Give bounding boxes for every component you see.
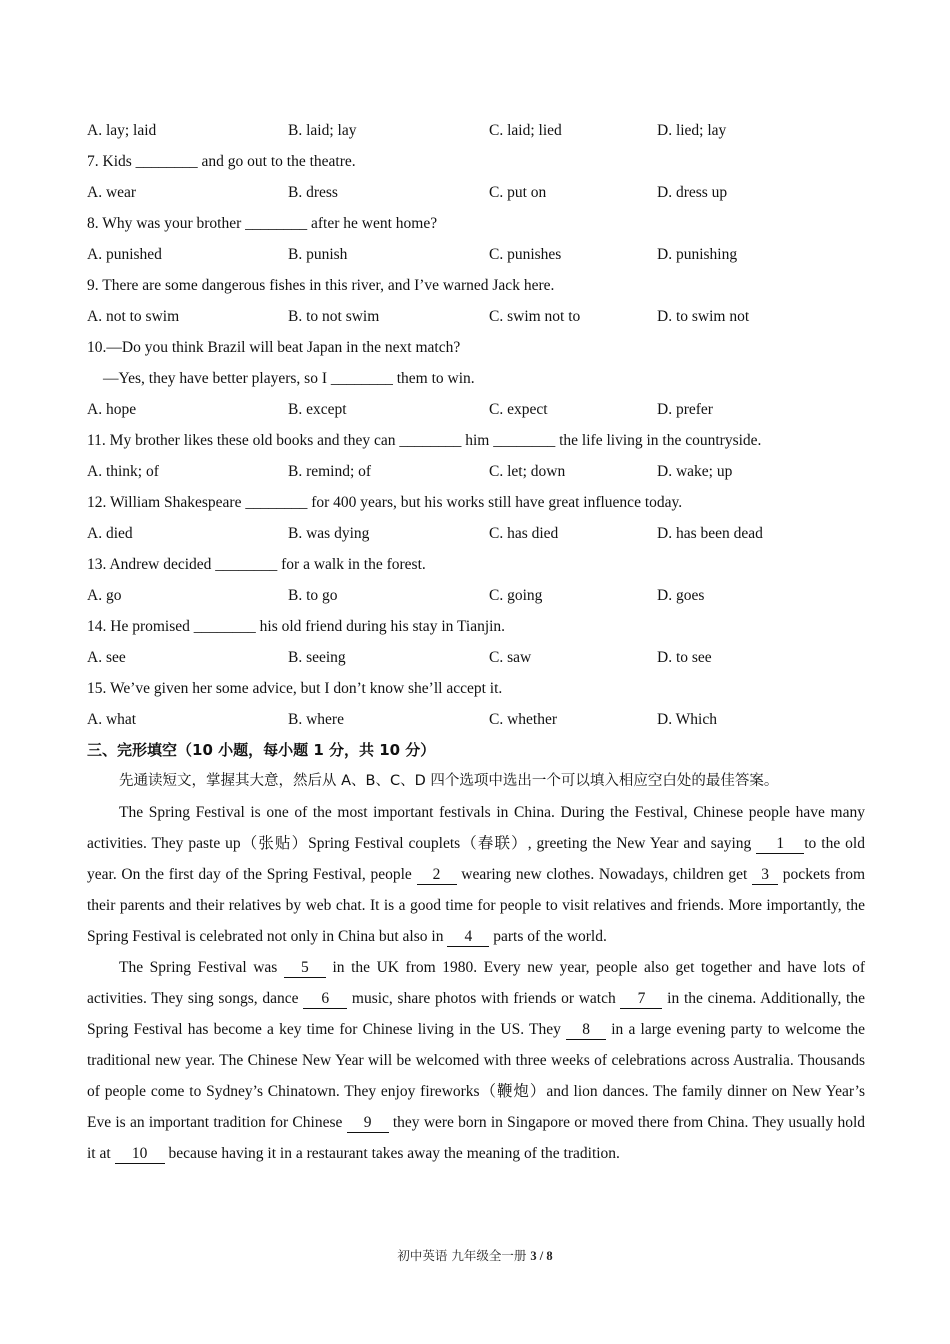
footer-label: 初中英语 九年级全一册 — [397, 1248, 531, 1263]
option-c: C. laid; lied — [489, 122, 562, 139]
cloze-blank: 2 — [417, 866, 457, 885]
option-d: D. has been dead — [657, 525, 763, 542]
option-d: D. dress up — [657, 184, 728, 201]
option-c: C. expect — [489, 401, 548, 418]
passage-text: they were born in Singapore or moved there from China. They usually hold it at — [87, 1114, 866, 1162]
option-a: A. what — [87, 711, 137, 728]
options-row — [87, 704, 865, 735]
options-row — [87, 301, 865, 332]
question-block — [87, 115, 865, 1169]
question-stem: 15. We’ve given her some advice, but I don’t know she’ll accept it. — [87, 680, 503, 697]
option-c: C. has died — [489, 525, 559, 542]
cloze-blank: 8 — [566, 1021, 606, 1040]
passage-text: parts of the world. — [489, 928, 607, 945]
question-stem: 11. My brother likes these old books and they can ________ him ________ the life living in the countryside. — [87, 432, 762, 449]
option-a: A. died — [87, 525, 133, 542]
passage-text: The Spring Festival was — [119, 959, 284, 976]
option-a: A. think; of — [87, 463, 159, 480]
passage-text: to the old year. On the first day of the Spring Festival, people — [87, 835, 865, 883]
option-d: D. to see — [657, 649, 712, 666]
option-d: D. Which — [657, 711, 717, 728]
passage-text: because having it in a restaurant takes away the meaning of the tradition. — [164, 1145, 620, 1162]
options-row — [87, 115, 865, 146]
passage-text: in a large evening party to welcome the traditional new year. The Chinese New Year will be welcomed with three weeks of celebrations across Australia. Thousands of people come to Sydney’s Chinatown. They enjoy fireworks（鞭炮）and lion dances. The family dinner on New Year’s Eve is an important tradition for Chinese — [87, 1021, 866, 1131]
options-row — [87, 394, 865, 425]
options-row — [87, 642, 865, 673]
options-row — [87, 239, 865, 270]
option-b: B. laid; lay — [288, 122, 357, 139]
option-c: C. put on — [489, 184, 547, 201]
cloze-blank: 10 — [115, 1145, 165, 1164]
option-a: A. lay; laid — [87, 122, 157, 139]
section-instruction: 先通读短文，掌握其大意，然后从 A、B、C、D 四个选项中选出一个可以填入相应空白处的最佳答案。 — [119, 773, 779, 789]
cloze-blank: 3 — [752, 866, 778, 885]
option-d: D. lied; lay — [657, 122, 727, 139]
passage-text: wearing new clothes. Nowadays, children get — [456, 866, 753, 883]
question-stem: 10.—Do you think Brazil will beat Japan in the next match? — [87, 339, 461, 356]
question-stem: 8. Why was your brother ________ after he went home? — [87, 215, 438, 232]
passage-text: The Spring Festival is one of the most important festivals in China. During the Festival, Chinese people have many activities. They paste up（张贴）Spring Festival couplets（春联）, greeting the New Year and saying — [87, 804, 865, 852]
section-title: 三、完形填空（10 小题，每小题 1 分，共 10 分） — [87, 741, 436, 759]
option-d: D. to swim not — [657, 308, 750, 325]
page-footer — [0, 1240, 950, 1272]
question-stem: 12. William Shakespeare ________ for 400 years, but his works still have great influence today. — [87, 494, 683, 511]
option-c: C. saw — [489, 649, 532, 666]
passage-paragraph-2 — [87, 952, 865, 1169]
passage-text: in the UK from 1980. Every new year, people also get together and have lots of activities. They sing songs, dance — [87, 959, 866, 1007]
question-stem: 9. There are some dangerous fishes in this river, and I’ve warned Jack here. — [87, 277, 555, 294]
option-a: A. see — [87, 649, 126, 666]
options-row — [87, 580, 865, 611]
option-d: D. punishing — [657, 246, 738, 263]
option-c: C. swim not to — [489, 308, 581, 325]
options-row — [87, 456, 865, 487]
option-d: D. goes — [657, 587, 705, 604]
question-stem-reply: —Yes, they have better players, so I ________ them to win. — [103, 370, 475, 387]
option-b: B. was dying — [288, 525, 370, 542]
option-b: B. punish — [288, 246, 348, 263]
cloze-blank: 7 — [620, 990, 662, 1009]
options-row — [87, 177, 865, 208]
cloze-blank: 6 — [303, 990, 347, 1009]
option-c: C. going — [489, 587, 543, 604]
cloze-blank: 9 — [347, 1114, 389, 1133]
option-c: C. punishes — [489, 246, 562, 263]
passage-text: pockets from their parents and their relatives by web chat. It is a good time for people to visit relatives and friends. More importantly, the Spring Festival is celebrated not only in China but also in — [87, 866, 866, 945]
question-stem: 14. He promised ________ his old friend during his stay in Tianjin. — [87, 618, 506, 635]
page-number: 3 / 8 — [530, 1249, 553, 1263]
option-c: C. let; down — [489, 463, 566, 480]
option-b: B. dress — [288, 184, 338, 201]
passage-text: in the cinema. Additionally, the Spring Festival has become a key time for Chinese living in the US. They — [87, 990, 865, 1038]
option-b: B. to not swim — [288, 308, 380, 325]
option-b: B. where — [288, 711, 344, 728]
cloze-blank: 1 — [756, 835, 804, 854]
cloze-blank: 4 — [447, 928, 489, 947]
option-a: A. punished — [87, 246, 162, 263]
option-a: A. not to swim — [87, 308, 180, 325]
option-a: A. wear — [87, 184, 137, 201]
option-b: B. remind; of — [288, 463, 372, 480]
passage-text: music, share photos with friends or watch — [347, 990, 621, 1007]
question-stem: 13. Andrew decided ________ for a walk in the forest. — [87, 556, 426, 573]
option-d: D. wake; up — [657, 463, 733, 480]
option-c: C. whether — [489, 711, 558, 728]
option-a: A. go — [87, 587, 122, 604]
option-b: B. seeing — [288, 649, 346, 666]
options-row — [87, 518, 865, 549]
cloze-blank: 5 — [284, 959, 326, 978]
option-b: B. except — [288, 401, 347, 418]
option-d: D. prefer — [657, 401, 713, 418]
option-a: A. hope — [87, 401, 137, 418]
passage-paragraph-1 — [87, 797, 865, 952]
option-b: B. to go — [288, 587, 338, 604]
question-stem: 7. Kids ________ and go out to the theatre. — [87, 153, 356, 170]
